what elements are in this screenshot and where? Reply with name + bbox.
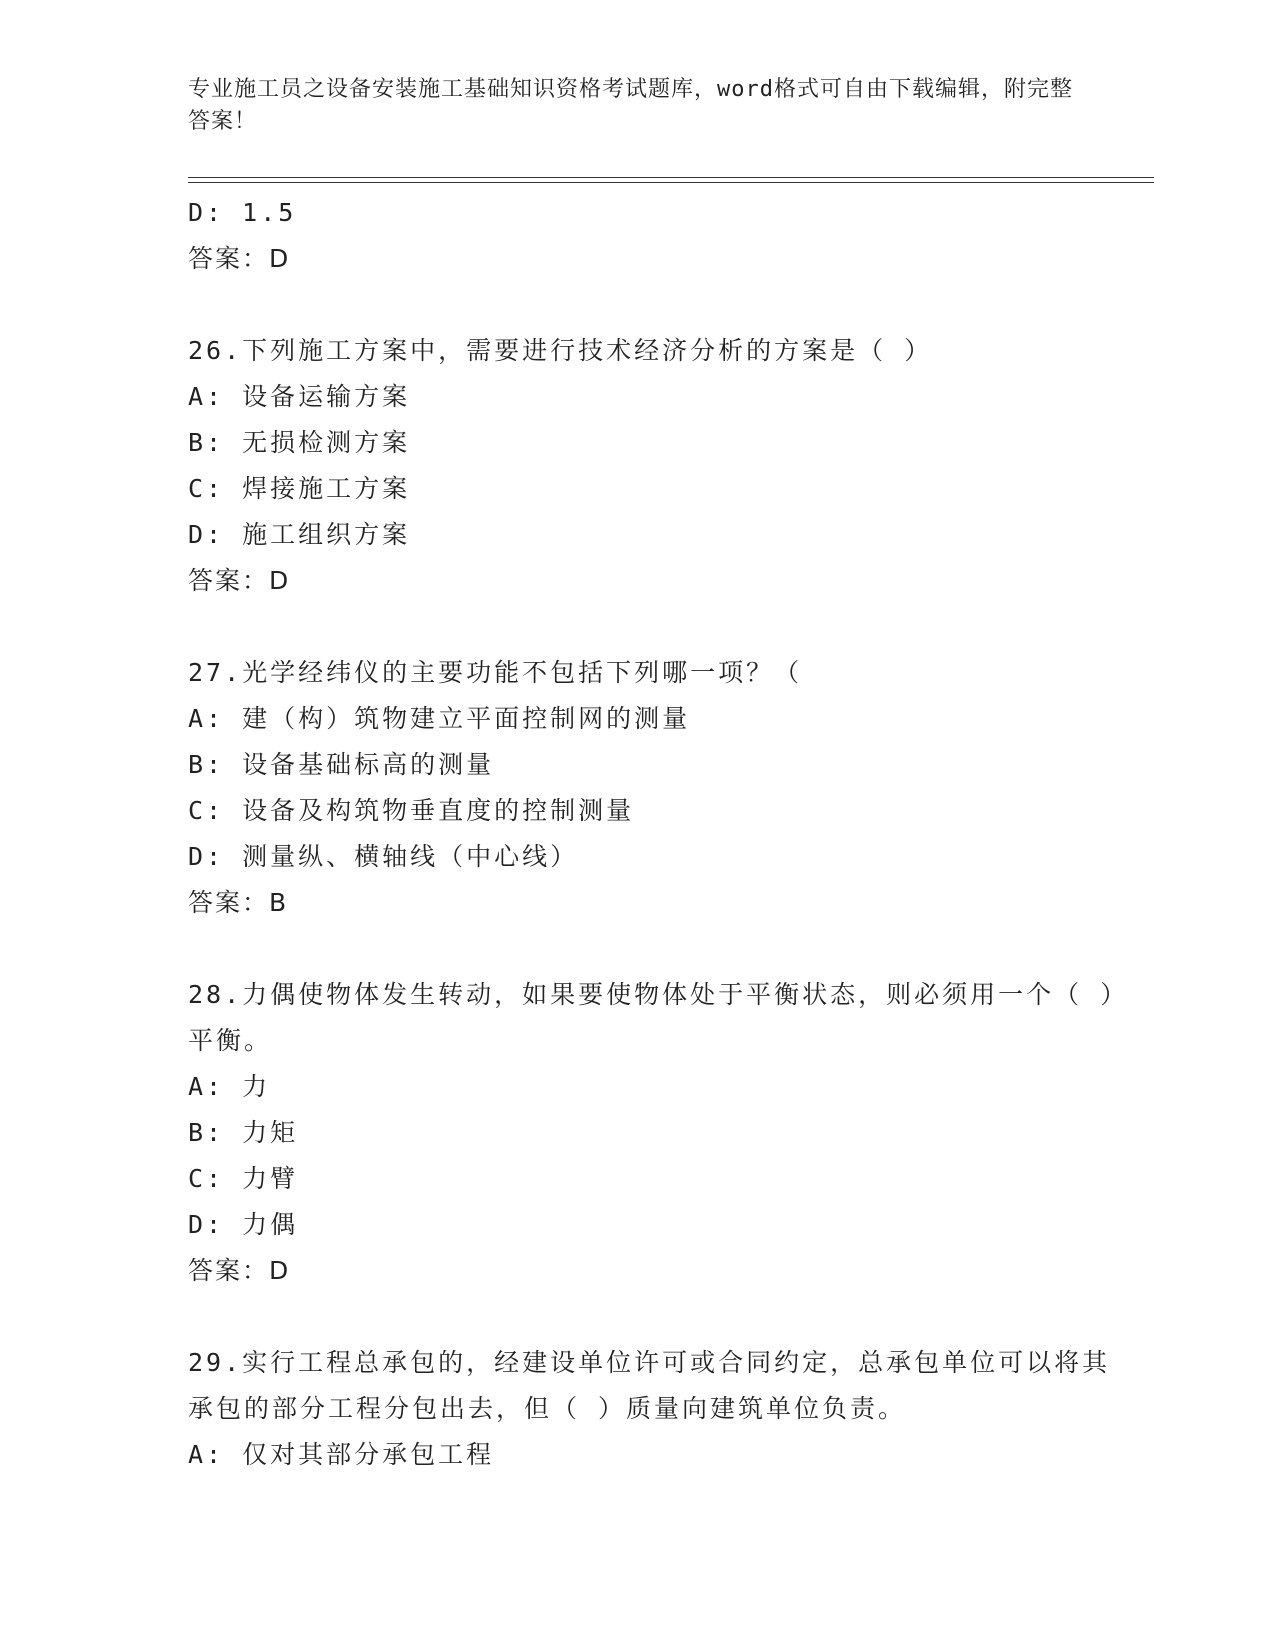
option-a: A: 仅对其部分承包工程: [188, 1440, 495, 1469]
option-c: C: 设备及构筑物垂直度的控制测量: [188, 796, 635, 825]
option-b: B: 无损检测方案: [188, 428, 411, 457]
option-d: D: 力偶: [188, 1210, 299, 1239]
option-a: A: 力: [188, 1072, 271, 1101]
header-divider: [188, 177, 1154, 178]
option-a: A: 建（构）筑物建立平面控制网的测量: [188, 704, 691, 733]
option-b: B: 力矩: [188, 1118, 299, 1147]
option-d: D: 测量纵、横轴线（中心线）: [188, 842, 579, 871]
option-a: A: 设备运输方案: [188, 382, 411, 411]
answer-label: 答案：D: [188, 244, 291, 273]
question-stem: 26.下列施工方案中，需要进行技术经济分析的方案是（ ）: [188, 336, 933, 365]
question-list: [188, 190, 1128, 1478]
question-stem: 27.光学经纬仪的主要功能不包括下列哪一项？（: [188, 658, 803, 687]
document-header: 专业施工员之设备安装施工基础知识资格考试题库，word格式可自由下载编辑，附完整答案！: [188, 77, 1073, 134]
question-stem: 29.实行工程总承包的，经建设单位许可或合同约定，总承包单位可以将其承包的部分工程分包出去，但（ ）质量向建筑单位负责。: [188, 1348, 1111, 1423]
option-d: D: 1.5: [188, 198, 297, 227]
question-stem: 28.力偶使物体发生转动，如果要使物体处于平衡状态，则必须用一个（ ）平衡。: [188, 980, 1116, 1055]
answer-label: 答案：D: [188, 1256, 291, 1285]
option-c: C: 焊接施工方案: [188, 474, 411, 503]
answer-label: 答案：D: [188, 566, 291, 595]
option-b: B: 设备基础标高的测量: [188, 750, 495, 779]
option-d: D: 施工组织方案: [188, 520, 411, 549]
answer-label: 答案：B: [188, 888, 289, 917]
header-divider: [188, 182, 1154, 183]
option-c: C: 力臂: [188, 1164, 299, 1193]
